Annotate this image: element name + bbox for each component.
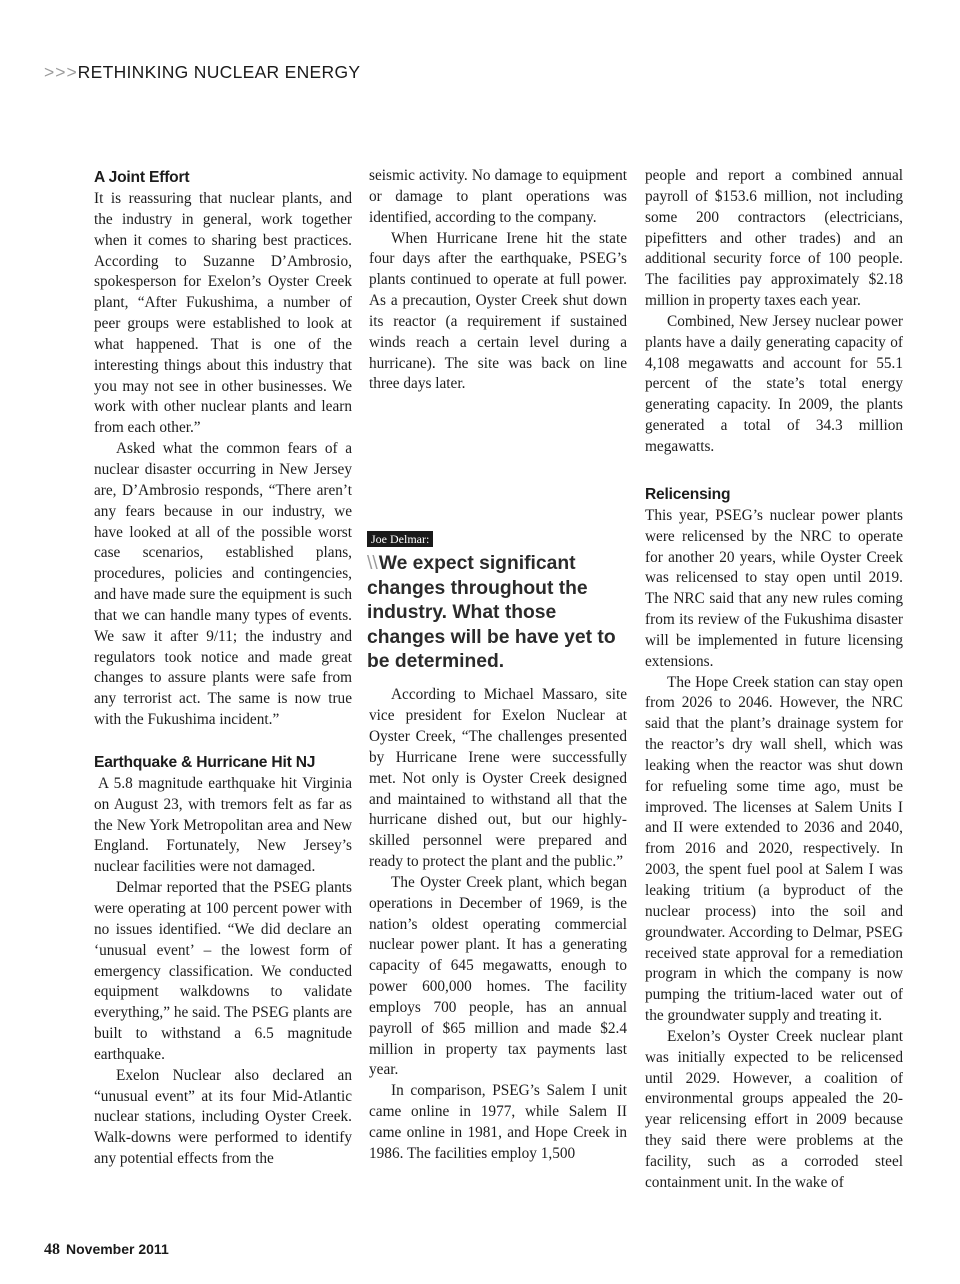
paragraph: The Oyster Creek plant, which began operations in December of 1969, is the nation’s oldest operating commercial nuclear power plant. It has a generating capacity of 645 megawatts, enough to power 600,000 homes. The facility employs 700 people, has an annual payroll of $65 million and made $2.4 million in property tax payments last year. xyxy=(369,873,627,1079)
pull-quote-label: Joe Delmar: xyxy=(367,531,433,547)
quote-slash-icon: \\ xyxy=(367,553,378,574)
subheading-earthquake-hurricane: Earthquake & Hurricane Hit NJ xyxy=(94,753,316,771)
article-column-3 xyxy=(645,166,903,1194)
article-column-1 xyxy=(94,166,352,1170)
pull-quote-text xyxy=(367,552,629,675)
section-title: RETHINKING NUCLEAR ENERGY xyxy=(77,62,361,82)
subheading-relicensing: Relicensing xyxy=(645,485,731,503)
page-number: 48 xyxy=(44,1241,60,1258)
paragraph: people and report a combined annual payroll of $153.6 million, not including some 200 contractors (electricians, pipefitters and other trades) and an additional security force of 100 people. The facilities pay approximately $2.18 million in property taxes each year. xyxy=(645,167,903,310)
pull-quote-body: We expect significant changes throughout the industry. What those changes will be have yet to be determined. xyxy=(367,553,616,672)
pull-quote xyxy=(367,530,629,675)
paragraph: This year, PSEG’s nuclear power plants were relicensed by the NRC to operate for another 20 years, while Oyster Creek was relicensed to stay open until 2019. The NRC said that any new rules coming from its review of the Fukushima disaster will be implemented in future licensing extensions. xyxy=(645,506,903,670)
subheading-joint-effort: A Joint Effort xyxy=(94,169,190,186)
section-header xyxy=(44,62,360,83)
paragraph: Asked what the common fears of a nuclear disaster occurring in New Jersey are, D’Ambrosio responds, “There aren’t any fears because in our industry, we have looked at all of the possible worst case scenarios, established plans, procedures, policies and contingencies, and have made sure the equipment is such that we can handle many types of events. We saw it after 9/11; the industry and regulators took notice and made great changes to assure plants were safe from any terrorist act. The same is now true with the Fukushima incident.” xyxy=(94,440,352,729)
paragraph: seismic activity. No damage to equipment or damage to plant operations was identified, according to the company. xyxy=(369,167,627,226)
paragraph: A 5.8 magnitude earthquake hit Virginia on August 23, with tremors felt as far as the New York Metropolitan area and New England. Fortunately, New Jersey’s nuclear facilities were not damaged. xyxy=(94,774,352,876)
page-footer xyxy=(44,1241,169,1259)
paragraph: When Hurricane Irene hit the state four days after the earthquake, PSEG’s plants continued to operate at full power. As a precaution, Oyster Creek shut down its reactor (a requirement if sustained winds reach a certain level during a hurricane). The site was back on line three days later. xyxy=(369,229,627,393)
issue-date: November 2011 xyxy=(66,1241,169,1257)
paragraph: Exelon’s Oyster Creek nuclear plant was initially expected to be relicensed until 2029. However, a coalition of environmental groups appealed the 20-year relicensing effort in 2009 because they said there were problems at the facility, such as a corroded steel containment unit. In the wake of xyxy=(645,1027,903,1191)
paragraph: According to Michael Massaro, site vice president for Exelon Nuclear at Oyster Creek, “The challenges presented by Hurricane Irene were successfully met. Not only is Oyster Creek designed and maintained to withstand all that the hurricane dished out, but our highly-skilled personnel were prepared and ready to protect the plant and the public.” xyxy=(369,686,627,871)
header-chevrons: >>> xyxy=(44,62,78,82)
paragraph: Delmar reported that the PSEG plants were operating at 100 percent power with no issues identified. “We did declare an ‘unusual event’ – the lowest form of emergency classification. We conducted equipment walkdowns to validate everything,” he said. The PSEG plants are built to withstand a 6.5 magnitude earthquake. xyxy=(94,879,353,1063)
paragraph: Combined, New Jersey nuclear power plants have a daily generating capacity of 4,108 megawatts and account for 55.1 percent of the state’s total energy generating capacity. In 2009, the plants generated a total of 34.3 million megawatts. xyxy=(645,312,903,455)
paragraph: Exelon Nuclear also declared an “unusual event” at its four Mid-Atlantic nuclear stations, including Oyster Creek. Walk-downs were performed to identify any potential effects from the xyxy=(94,1066,352,1168)
paragraph: The Hope Creek station can stay open from 2026 to 2046. However, the NRC said that the plant’s drainage system for the reactor’s dry wall shell, which was leaking when the reactor was shut down for refueling some time ago, must be improved. The licenses at Salem Units I and II were extended to 2036 and 2040, from 2016 and 2020, respectively. In 2003, the spent fuel pool at Salem I was leaking tritium (a byproduct of the nuclear process) into the soil and groundwater. According to Delmar, PSEG received state approval for a remediation program in which the company is now pumping the tritium-laced water out of the groundwater supply and treating it. xyxy=(645,673,903,1025)
paragraph: In comparison, PSEG’s Salem I unit came online in 1977, while Salem II came online in 1981, and Hope Creek in 1986. The facilities employ 1,500 xyxy=(369,1082,627,1162)
paragraph: It is reassuring that nuclear plants, and the industry in general, work together when it comes to sharing best practices. According to Suzanne D’Ambrosio, spokesperson for Exelon’s Oyster Creek plant, “After Fukushima, a number of peer groups were established to look at what happened. That is one of the interesting things about this industry that you may not see in other businesses. We work with other nuclear plants and learn from each other.” xyxy=(94,190,352,437)
